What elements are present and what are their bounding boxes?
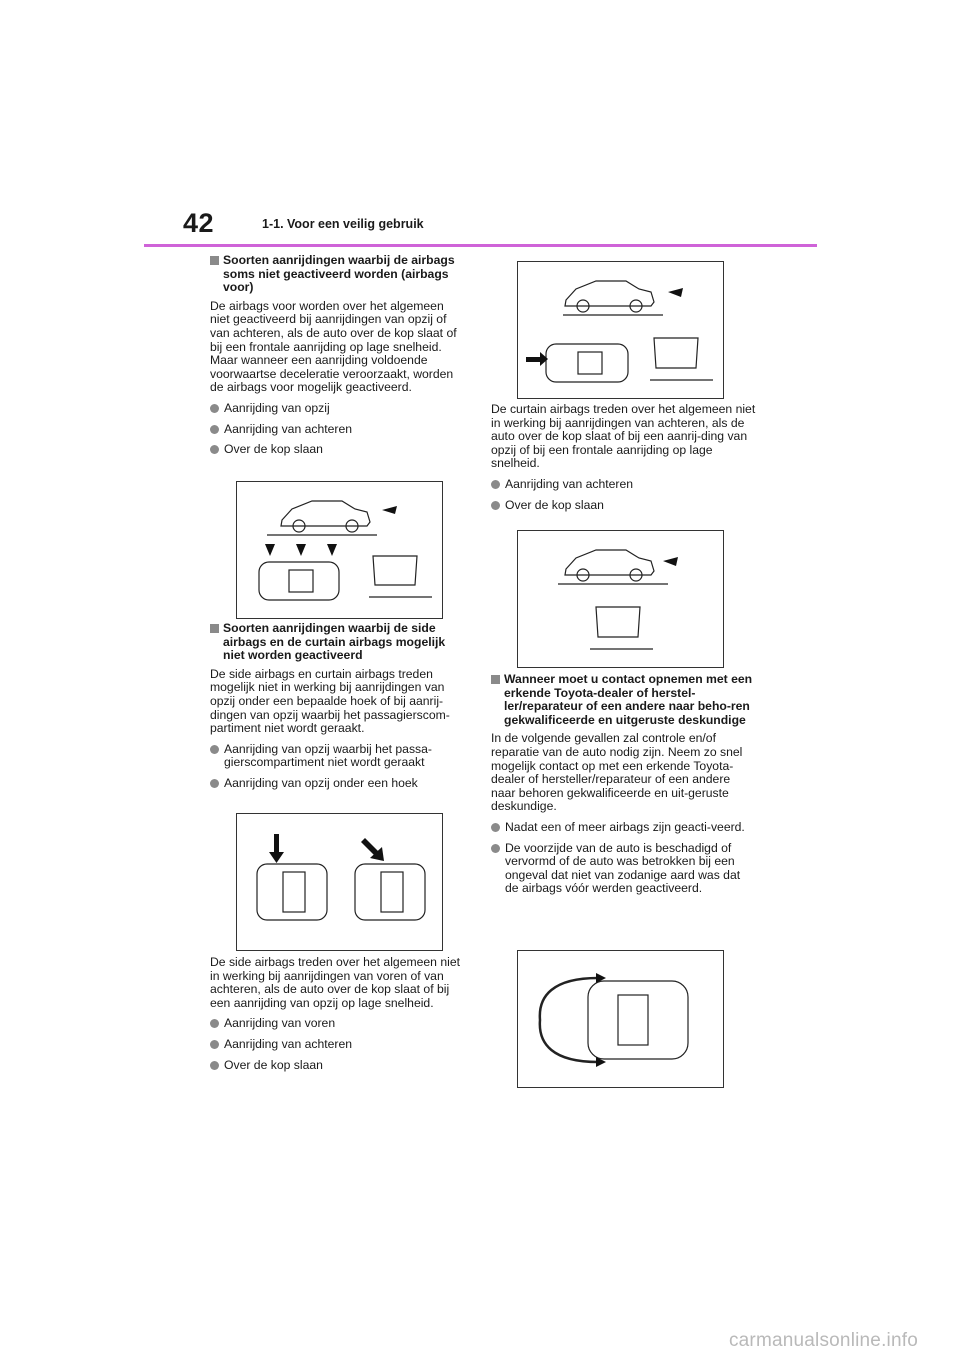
round-bullet-icon bbox=[210, 1019, 219, 1028]
round-bullet-icon bbox=[491, 844, 500, 853]
page-number: 42 bbox=[183, 208, 215, 238]
round-bullet-icon bbox=[210, 779, 219, 788]
paragraph: De side airbags en curtain airbags treden mogelijk niet in werking bij aanrijdingen van opzij onder een bepaalde hoek of bij aanrij-dingen van opzij waarbij het passagierscom-partiment niet wordt geraakt. bbox=[210, 666, 450, 736]
square-bullet-icon bbox=[210, 624, 219, 633]
illustration-front-airbag-cases bbox=[236, 481, 443, 619]
round-bullet-icon bbox=[491, 501, 500, 510]
left-column-bottom bbox=[210, 956, 466, 1079]
right-column-top bbox=[491, 403, 757, 519]
illustration-curtain-airbag-rollover bbox=[517, 530, 724, 668]
paragraph: In de volgende gevallen zal controle en/of reparatie van de auto nodig zijn. Neem zo snel mogelijk contact op met een erkende Toyota-dealer of hersteller/reparateur of een andere naar behoren gekwalificeerde en uit-geruste deskundige. bbox=[491, 731, 743, 814]
square-bullet-icon bbox=[210, 256, 219, 265]
list-item: Nadat een of meer airbags zijn geacti-veerd. bbox=[491, 821, 757, 835]
round-bullet-icon bbox=[210, 404, 219, 413]
round-bullet-icon bbox=[210, 425, 219, 434]
paragraph: De airbags voor worden over het algemeen niet geactiveerd bij aanrijdingen van opzij of van achteren, als de auto over de kop slaat of bij een frontale aanrijding op lage snelheid. Maar wanneer een aanrijding voldoende voorwaartse deceleratie veroorzaakt, worden de airbags voor mogelijk geactiveerd. bbox=[210, 298, 457, 395]
list-item: Aanrijding van achteren bbox=[491, 478, 757, 492]
car-rear-impact-illustration bbox=[518, 262, 723, 398]
list-item: Aanrijding van opzij waarbij het passa-gierscompartiment niet wordt geraakt bbox=[210, 743, 466, 770]
right-column-bottom bbox=[491, 673, 757, 903]
round-bullet-icon bbox=[210, 1061, 219, 1070]
square-bullet-icon bbox=[491, 675, 500, 684]
round-bullet-icon bbox=[491, 823, 500, 832]
illustration-front-damage bbox=[517, 950, 724, 1088]
left-column-top bbox=[210, 254, 466, 464]
car-rollover-illustration bbox=[518, 531, 723, 667]
paragraph: De curtain airbags treden over het algemeen niet in werking bij aanrijdingen van achteren, als de auto over de kop slaat of bij een aanrij-ding van opzij of bij een frontale aanrijding op lage snelheid. bbox=[491, 402, 756, 471]
heading-contact-dealer: Wanneer moet u contact opnemen met een erkende Toyota-dealer of herstel-ler/reparateur of een andere naar beho-ren gekwalificeerde en uitgeruste deskundige bbox=[491, 673, 757, 727]
heading-side-curtain-airbags: Soorten aanrijdingen waarbij de side airbags en de curtain airbags mogelijk niet worden geactiveerd bbox=[210, 622, 466, 663]
car-top-view-illustration bbox=[518, 951, 723, 1087]
paragraph: De side airbags treden over het algemeen niet in werking bij aanrijdingen van voren of van achteren, als de auto over de kop slaat of bij een aanrijding van opzij op lage snelheid. bbox=[210, 955, 460, 1010]
car-side-collision-illustration bbox=[237, 482, 442, 618]
heading-front-airbags: Soorten aanrijdingen waarbij de airbags soms niet geactiveerd worden (airbags voor) bbox=[210, 254, 466, 295]
watermark: carmanualsonline.info bbox=[728, 1330, 918, 1351]
illustration-curtain-airbag-cases bbox=[517, 261, 724, 399]
list-item: Aanrijding van voren bbox=[210, 1017, 466, 1031]
list-item: Aanrijding van opzij onder een hoek bbox=[210, 777, 466, 791]
list-item: Aanrijding van opzij bbox=[210, 402, 466, 416]
list-item: Over de kop slaan bbox=[210, 443, 466, 457]
header-rule bbox=[144, 244, 817, 247]
illustration-side-impact-angle bbox=[236, 813, 443, 951]
list-item: Over de kop slaan bbox=[210, 1059, 466, 1073]
list-item: De voorzijde van de auto is beschadigd of vervormd of de auto was betrokken bij een ongeval dat niet van zodanige aard was dat de airbags vóór werden geactiveerd. bbox=[491, 842, 757, 896]
round-bullet-icon bbox=[491, 480, 500, 489]
section-title: 1-1. Voor een veilig gebruik bbox=[262, 217, 424, 231]
list-item: Aanrijding van achteren bbox=[210, 1038, 466, 1052]
round-bullet-icon bbox=[210, 1040, 219, 1049]
car-top-view-illustration bbox=[237, 814, 442, 950]
list-item: Aanrijding van achteren bbox=[210, 423, 466, 437]
list-item: Over de kop slaan bbox=[491, 499, 757, 513]
round-bullet-icon bbox=[210, 745, 219, 754]
left-column-middle bbox=[210, 622, 466, 798]
round-bullet-icon bbox=[210, 445, 219, 454]
